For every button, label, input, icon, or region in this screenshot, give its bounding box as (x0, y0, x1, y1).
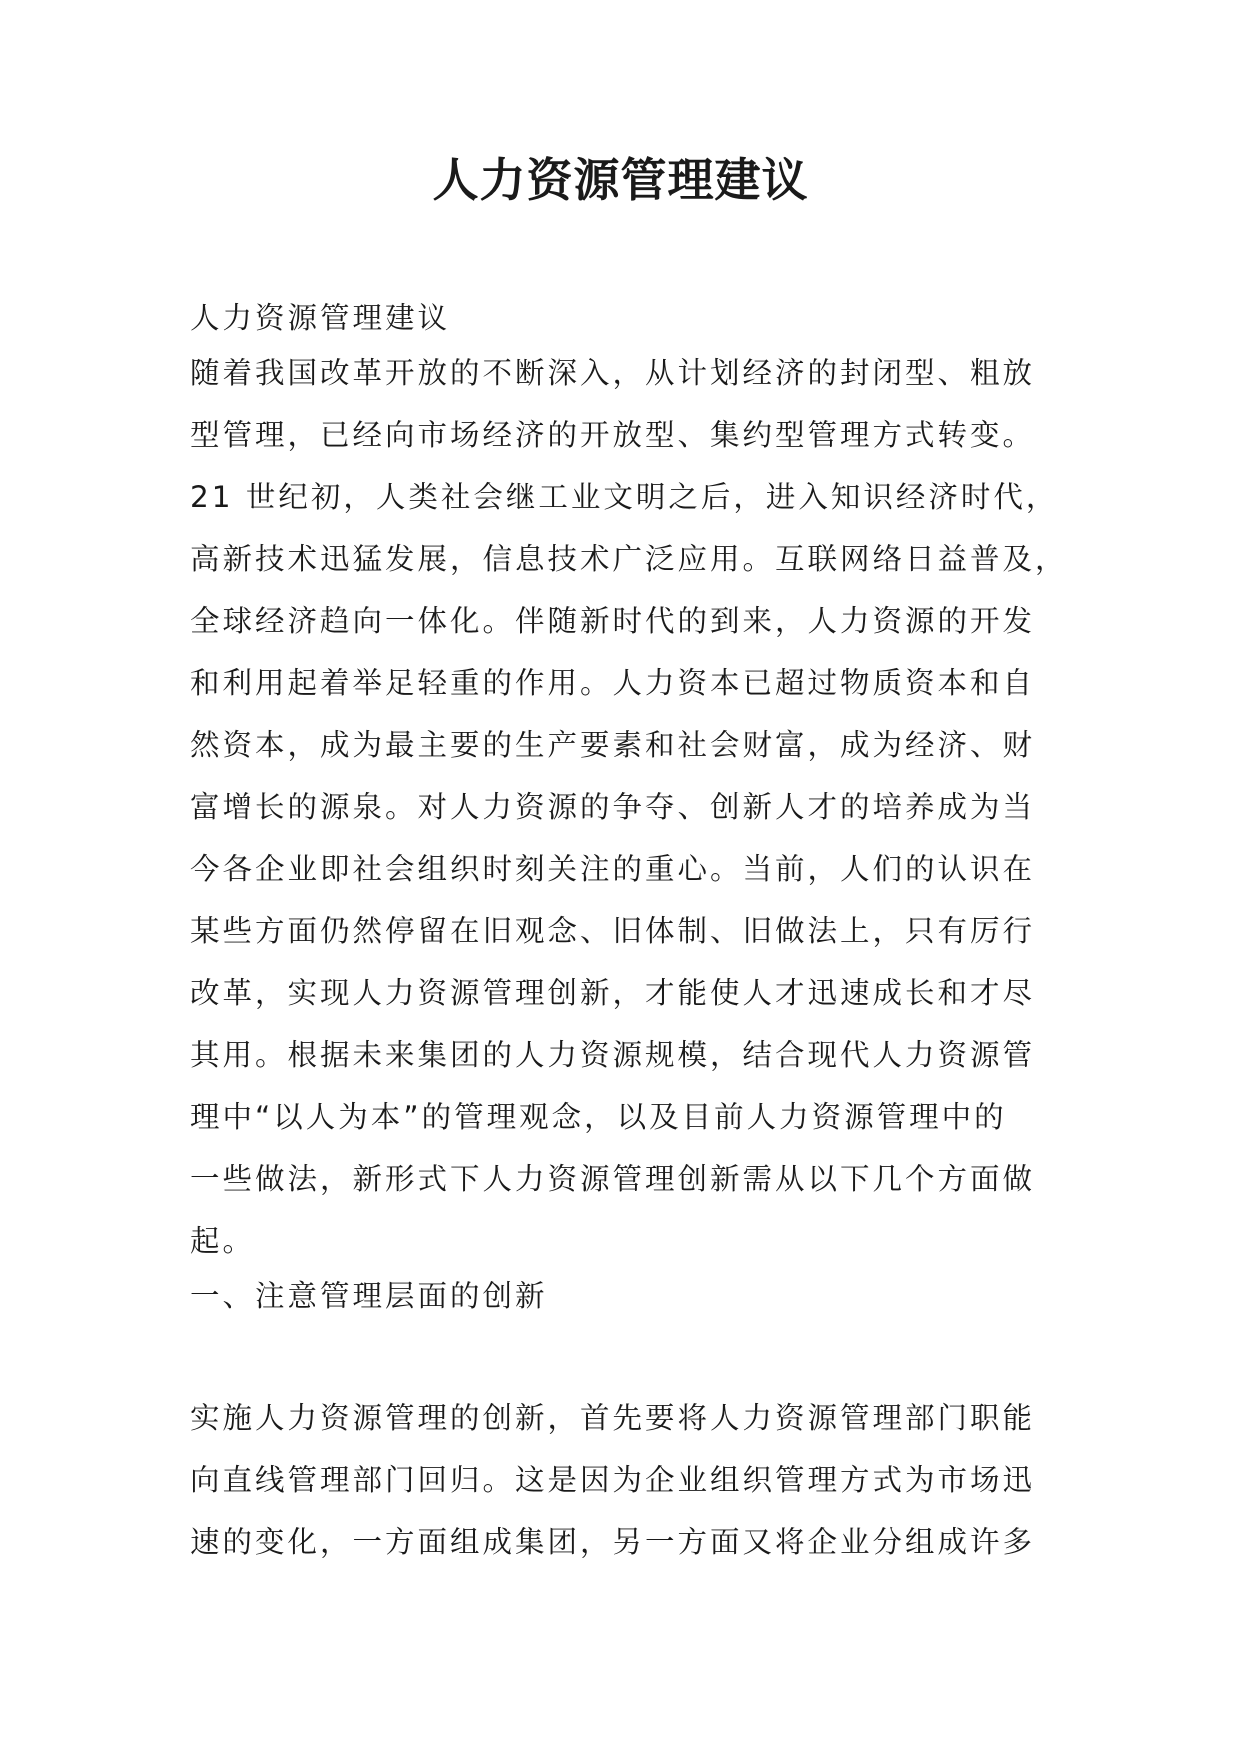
paragraph-line: 一些做法，新形式下人力资源管理创新需从以下几个方面做 (190, 1162, 1036, 1196)
paragraph-line: 全球经济趋向一体化。伴随新时代的到来，人力资源的开发 (190, 604, 1036, 638)
paragraph-line: 某些方面仍然停留在旧观念、旧体制、旧做法上，只有厉行 (190, 914, 1036, 948)
paragraph-section-one (190, 1387, 1060, 1573)
document-subtitle: 人力资源管理建议 (190, 301, 451, 335)
paragraph-line: 然资本，成为最主要的生产要素和社会财富，成为经济、财 (190, 728, 1036, 762)
paragraph-line: 21 世纪初，人类社会继工业文明之后，进入知识经济时代， (190, 480, 1059, 514)
paragraph-line: 起。 (190, 1224, 256, 1258)
paragraph-line: 型管理，已经向市场经济的开放型、集约型管理方式转变。 (190, 418, 1036, 452)
section-heading: 一、注意管理层面的创新 (190, 1279, 548, 1313)
paragraph-line: 实施人力资源管理的创新，首先要将人力资源管理部门职能 (190, 1401, 1036, 1435)
paragraph-line: 今各企业即社会组织时刻关注的重心。当前，人们的认识在 (190, 852, 1036, 886)
paragraph-line: 其用。根据未来集团的人力资源规模，结合现代人力资源管 (190, 1038, 1036, 1072)
paragraph-intro (190, 342, 1068, 1272)
document-title: 人力资源管理建议 (432, 153, 809, 207)
paragraph-line: 改革，实现人力资源管理创新，才能使人才迅速成长和才尽 (190, 976, 1036, 1010)
paragraph-line: 速的变化，一方面组成集团，另一方面又将企业分组成许多 (190, 1525, 1036, 1559)
paragraph-line: 高新技术迅猛发展，信息技术广泛应用。互联网络日益普及， (190, 542, 1068, 576)
paragraph-line: 理中“以人为本”的管理观念，以及目前人力资源管理中的 (190, 1100, 1007, 1134)
paragraph-line: 和利用起着举足轻重的作用。人力资本已超过物质资本和自 (190, 666, 1036, 700)
paragraph-line: 随着我国改革开放的不断深入，从计划经济的封闭型、粗放 (190, 356, 1036, 390)
paragraph-line: 向直线管理部门回归。这是因为企业组织管理方式为市场迅 (190, 1463, 1036, 1497)
paragraph-line: 富增长的源泉。对人力资源的争夺、创新人才的培养成为当 (190, 790, 1036, 824)
